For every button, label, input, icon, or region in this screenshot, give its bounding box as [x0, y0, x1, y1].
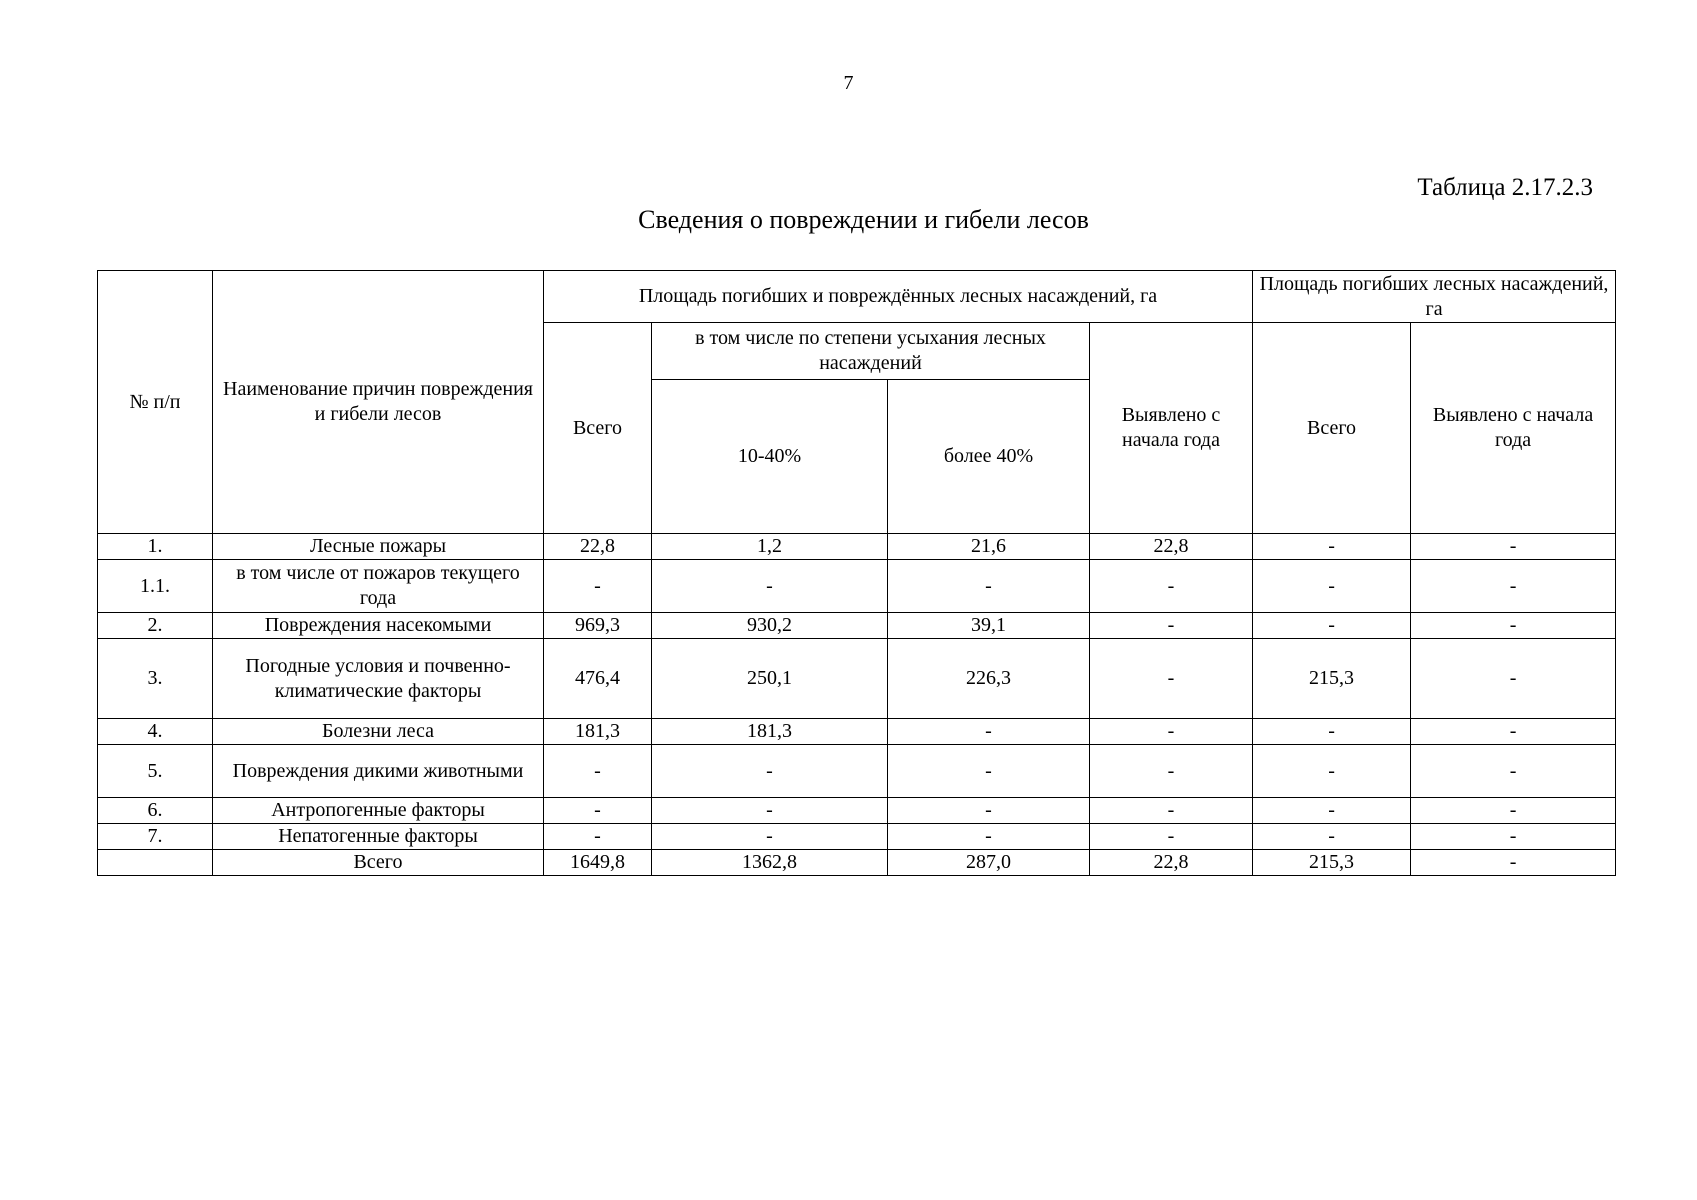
- cell-degree-over-40: -: [888, 560, 1090, 613]
- cell-no: 4.: [98, 719, 213, 745]
- cell-cause: Лесные пожары: [213, 534, 544, 560]
- header-since-year-start: Выявлено с начала года: [1090, 323, 1253, 534]
- cell-since-year-start: -: [1090, 613, 1253, 639]
- cell-total: -: [544, 560, 652, 613]
- cell-since-year-start: -: [1090, 798, 1253, 824]
- cell-since-year-start: -: [1090, 719, 1253, 745]
- cell-degree-10-40: -: [652, 824, 888, 850]
- cell-dead-total: 215,3: [1253, 850, 1411, 876]
- cell-dead-since-year-start: -: [1411, 613, 1616, 639]
- cell-degree-over-40: 287,0: [888, 850, 1090, 876]
- cell-dead-total: -: [1253, 798, 1411, 824]
- cell-since-year-start: -: [1090, 824, 1253, 850]
- cell-cause: в том числе от пожаров текущего года: [213, 560, 544, 613]
- cell-total: -: [544, 824, 652, 850]
- cell-dead-total: -: [1253, 824, 1411, 850]
- page-number: 7: [843, 72, 854, 94]
- cell-cause: Погодные условия и почвенно-климатические факторы: [213, 639, 544, 719]
- cell-dead-since-year-start: -: [1411, 798, 1616, 824]
- cell-total: 1649,8: [544, 850, 652, 876]
- cell-no: 7.: [98, 824, 213, 850]
- cell-degree-10-40: 1,2: [652, 534, 888, 560]
- cell-since-year-start: 22,8: [1090, 534, 1253, 560]
- table-row: [98, 534, 1616, 560]
- cell-total: -: [544, 745, 652, 798]
- table-reference: Таблица 2.17.2.3: [1417, 174, 1593, 201]
- cell-degree-10-40: 181,3: [652, 719, 888, 745]
- table-row: [98, 824, 1616, 850]
- cell-total: 181,3: [544, 719, 652, 745]
- cell-dead-since-year-start: -: [1411, 534, 1616, 560]
- cell-no: 5.: [98, 745, 213, 798]
- cell-degree-10-40: -: [652, 745, 888, 798]
- cell-degree-over-40: -: [888, 824, 1090, 850]
- cell-no: [98, 850, 213, 876]
- cell-degree-10-40: 1362,8: [652, 850, 888, 876]
- table-body: [98, 534, 1616, 876]
- cell-dead-since-year-start: -: [1411, 745, 1616, 798]
- cell-dead-since-year-start: -: [1411, 850, 1616, 876]
- cell-since-year-start: -: [1090, 639, 1253, 719]
- cell-total: 22,8: [544, 534, 652, 560]
- header-cause: Наименование причин повреждения и гибели лесов: [213, 271, 544, 534]
- cell-total: 476,4: [544, 639, 652, 719]
- cell-no: 2.: [98, 613, 213, 639]
- cell-degree-over-40: -: [888, 719, 1090, 745]
- cell-dead-since-year-start: -: [1411, 824, 1616, 850]
- cell-degree-10-40: -: [652, 798, 888, 824]
- cell-degree-10-40: 250,1: [652, 639, 888, 719]
- cell-degree-over-40: 39,1: [888, 613, 1090, 639]
- header-dead-area: Площадь погибших лесных насаждений, га: [1253, 271, 1616, 323]
- header-damaged-area: Площадь погибших и повреждённых лесных насаждений, га: [544, 271, 1253, 323]
- cell-total: 969,3: [544, 613, 652, 639]
- header-no: № п/п: [98, 271, 213, 534]
- forest-damage-table: [97, 270, 1616, 876]
- header-dead-since-year-start: Выявлено с начала года: [1411, 323, 1616, 534]
- cell-no: 1.: [98, 534, 213, 560]
- cell-dead-since-year-start: -: [1411, 719, 1616, 745]
- cell-cause: Непатогенные факторы: [213, 824, 544, 850]
- cell-dead-total: -: [1253, 613, 1411, 639]
- document-title: Сведения о повреждении и гибели лесов: [638, 205, 1089, 234]
- header-dead-total: Всего: [1253, 323, 1411, 534]
- cell-degree-over-40: -: [888, 798, 1090, 824]
- table-row: [98, 719, 1616, 745]
- cell-cause: Повреждения насекомыми: [213, 613, 544, 639]
- cell-degree-over-40: 21,6: [888, 534, 1090, 560]
- table-row: [98, 798, 1616, 824]
- cell-cause: Повреждения дикими животными: [213, 745, 544, 798]
- total-row: [98, 850, 1616, 876]
- table-row: [98, 613, 1616, 639]
- table-row: [98, 560, 1616, 613]
- cell-cause: Болезни леса: [213, 719, 544, 745]
- cell-no: 6.: [98, 798, 213, 824]
- cell-no: 1.1.: [98, 560, 213, 613]
- cell-since-year-start: -: [1090, 745, 1253, 798]
- cell-since-year-start: 22,8: [1090, 850, 1253, 876]
- table-header: [98, 271, 1616, 534]
- cell-degree-over-40: 226,3: [888, 639, 1090, 719]
- cell-since-year-start: -: [1090, 560, 1253, 613]
- header-total: Всего: [544, 323, 652, 534]
- cell-dead-total: -: [1253, 719, 1411, 745]
- cell-no: 3.: [98, 639, 213, 719]
- cell-dead-total: -: [1253, 745, 1411, 798]
- table-row: [98, 639, 1616, 719]
- header-degree-group: в том числе по степени усыхания лесных насаждений: [652, 323, 1090, 380]
- cell-degree-10-40: 930,2: [652, 613, 888, 639]
- cell-dead-total: -: [1253, 534, 1411, 560]
- cell-cause: Антропогенные факторы: [213, 798, 544, 824]
- cell-degree-10-40: -: [652, 560, 888, 613]
- cell-cause: Всего: [213, 850, 544, 876]
- table-row: [98, 745, 1616, 798]
- header-degree-over-40: более 40%: [888, 380, 1090, 534]
- cell-total: -: [544, 798, 652, 824]
- header-degree-10-40: 10-40%: [652, 380, 888, 534]
- cell-degree-over-40: -: [888, 745, 1090, 798]
- cell-dead-since-year-start: -: [1411, 639, 1616, 719]
- cell-dead-total: 215,3: [1253, 639, 1411, 719]
- cell-dead-since-year-start: -: [1411, 560, 1616, 613]
- cell-dead-total: -: [1253, 560, 1411, 613]
